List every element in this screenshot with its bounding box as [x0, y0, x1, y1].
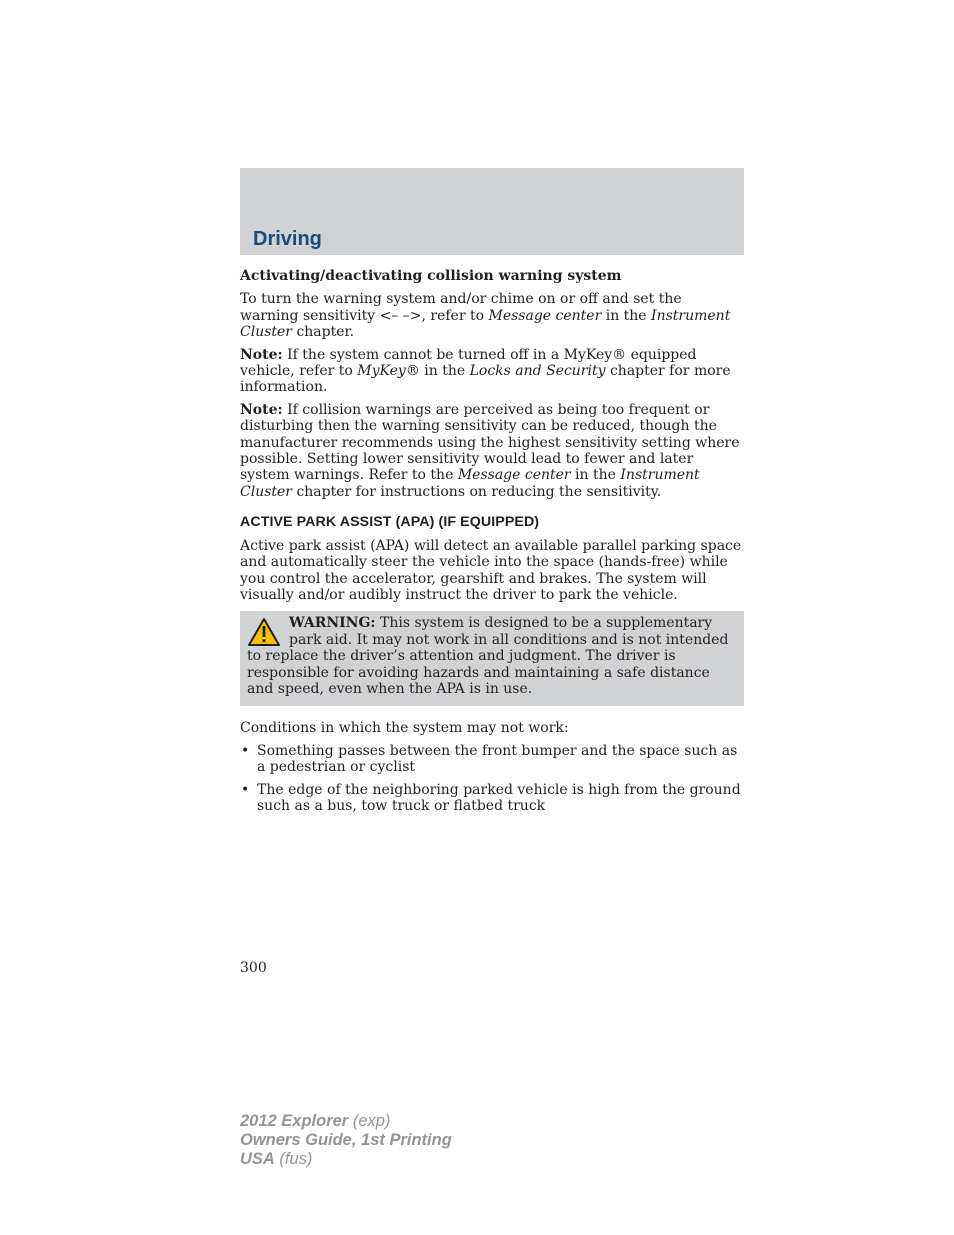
collision-paragraph: To turn the warning system and/or chime on or off and set the warning sensitivity <– –>, refer to Message center in the Instrument Cluster chapter.: [240, 291, 731, 341]
page-number: 300: [240, 960, 267, 976]
footer-line-model: 2012 Explorer (exp): [240, 1112, 391, 1130]
list-item: • Something passes between the front bumper and the space such as a pedestrian or cyclist: [241, 742, 738, 776]
apa-intro: Active park assist (APA) will detect an available parallel parking space and automatically steer the vehicle into the space (hands-free) while you control the accelerator, gearshift and brakes. The system will visually and/or audibly instruct the driver to park the vehicle.: [240, 537, 742, 603]
bullet-icon: •: [241, 742, 250, 759]
footer-edition-info: [240, 1112, 452, 1169]
link-message-center: Message center: [488, 307, 602, 324]
note-label: Note:: [240, 401, 283, 418]
warning-label: WARNING:: [289, 615, 376, 632]
conditions-intro: Conditions in which the system may not work:: [240, 720, 569, 737]
link-instrument-cluster: Instrument Cluster: [240, 307, 731, 341]
footer-line-printing: Owners Guide, 1st Printing: [240, 1131, 452, 1149]
apa-section-heading: ACTIVE PARK ASSIST (APA) (IF EQUIPPED): [240, 514, 540, 531]
list-item: • The edge of the neighboring parked vehicle is high from the ground such as a bus, tow truck or flatbed truck: [241, 781, 741, 814]
footer-line-region: USA (fus): [240, 1150, 313, 1168]
page-content: [240, 268, 744, 820]
warning-box: [240, 611, 744, 706]
chapter-title: Driving: [253, 228, 322, 250]
note-mykey: Note: If the system cannot be turned off in a MyKey® equipped vehicle, refer to MyKey® in the Locks and Security chapter for more information.: [240, 346, 731, 396]
collision-subheading: Activating/deactivating collision warning system: [240, 268, 622, 284]
note-sensitivity: Note: If collision warnings are perceived as being too frequent or disturbing then the warning sensitivity can be reduced, though the manufacturer recommends using the highest sensitivity setting where possible. Setting lower sensitivity would lead to fewer and later system warnings. Refer to the Message center in the Instrument Cluster chapter for instructions on reducing the sensitivity.: [240, 401, 740, 500]
bullet-icon: •: [241, 781, 250, 798]
conditions-list: [240, 743, 744, 815]
warning-text: This system is designed to be a supplementary park aid. It may not work in all conditions and is not intended to replace the driver’s attention and judgment. The driver is responsible for avoiding hazards and maintaining a safe distance and speed, even when the APA is in use.: [247, 615, 729, 697]
warning-triangle-icon: [247, 617, 281, 647]
note-label: Note:: [240, 346, 283, 363]
chapter-header-band: [240, 168, 744, 255]
